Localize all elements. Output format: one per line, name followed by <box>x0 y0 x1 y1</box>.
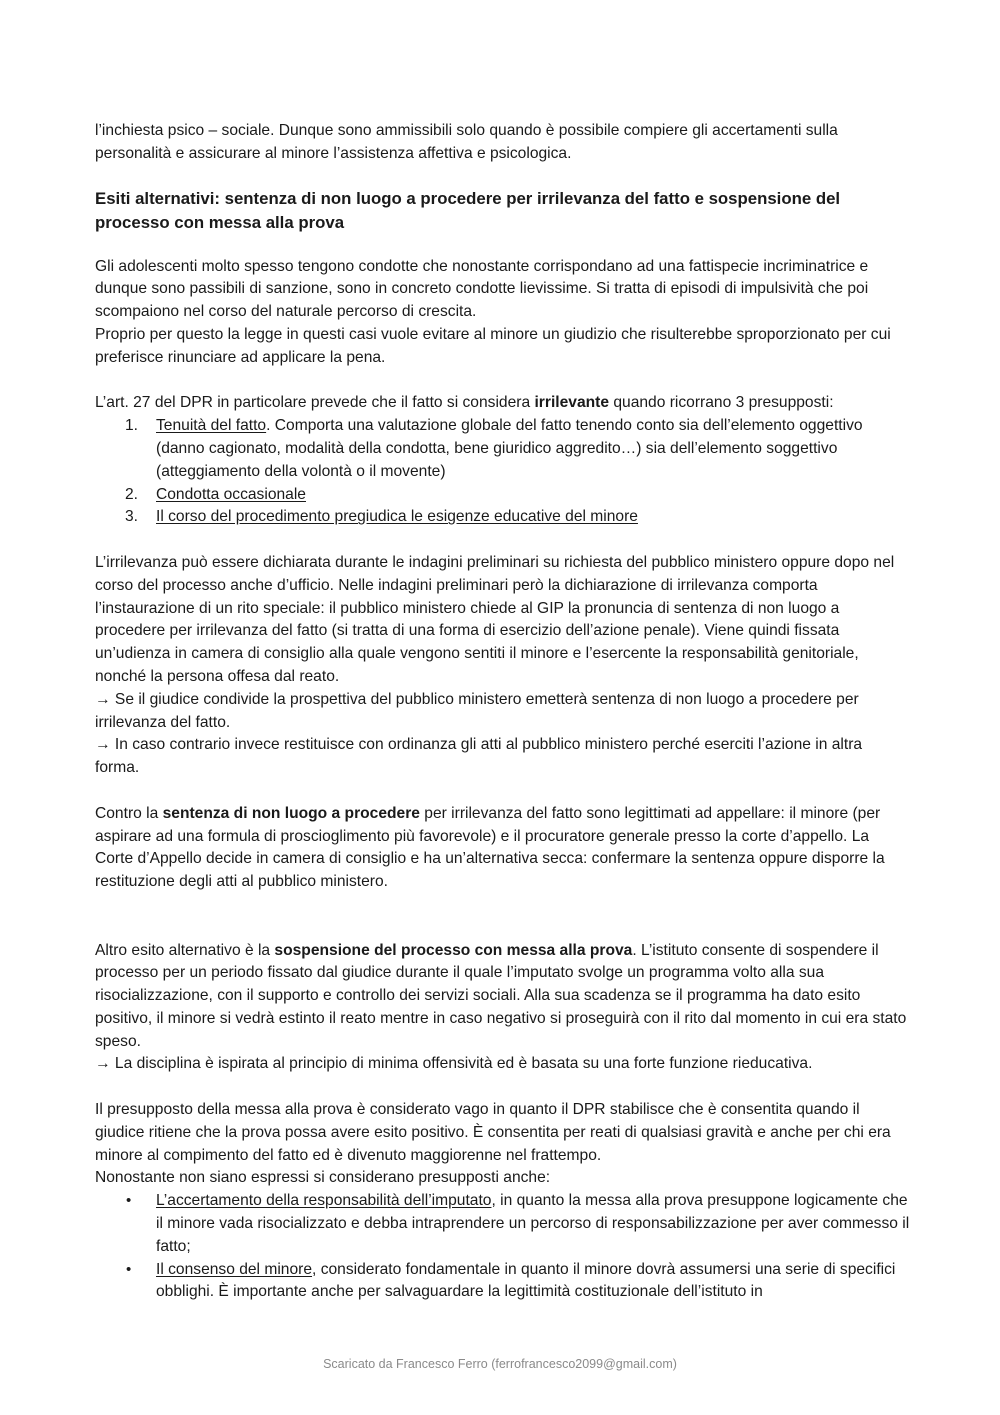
paragraph-text: Nonostante non siano espressi si considerano presupposti anche: <box>95 1169 551 1187</box>
presupposti-list <box>95 415 910 529</box>
underlined-term: L’accertamento della responsabilità dell’imputato <box>156 1192 492 1210</box>
list-item <box>95 1190 910 1258</box>
underlined-term: Tenuità del fatto <box>156 417 267 435</box>
list-item <box>95 506 910 529</box>
presupposti-impliciti-list <box>95 1190 910 1304</box>
spacer <box>95 1076 910 1099</box>
spacer <box>95 529 910 552</box>
section-heading: Esiti alternativi: sentenza di non luogo a procedere per irrilevanza del fatto e sospensione del processo con messa alla prova <box>95 188 841 232</box>
bold-term: sospensione del processo con messa alla prova <box>274 941 633 959</box>
list-item-text: , considerato fondamentale in quanto il minore dovrà assumersi una serie di specifici obblighi. È importante anche per salvaguardare la legittimità costituzionale dell’istituto in <box>156 1260 896 1301</box>
spacer <box>95 370 910 393</box>
paragraph-irrilevanza <box>95 552 910 780</box>
bold-term: sentenza di non luogo a procedere <box>162 804 420 822</box>
paragraph-text: Proprio per questo la legge in questi casi vuole evitare al minore un giudizio che risulterebbe sproporzionato per cui preferisce rinunciare ad applicare la pena. <box>95 325 891 366</box>
underlined-term: Condotta occasionale <box>156 485 306 503</box>
list-item <box>95 1259 910 1305</box>
paragraph-text: L’art. 27 del DPR in particolare prevede che il fatto si considera <box>95 394 535 412</box>
spacer <box>95 894 910 940</box>
bullet-icon: • <box>126 1192 132 1210</box>
paragraph-presupposto <box>95 1099 910 1190</box>
paragraph-text: L’irrilevanza può essere dichiarata durante le indagini preliminari su richiesta del pubblico ministero oppure dopo nel corso del processo anche d’ufficio. Nelle indagini preliminari però la dichiarazione di irrilevanza comporta l’instaurazione di un rito speciale: il pubblico ministero chiede al GIP la pronuncia di sentenza di non luogo a procedere per irrilevanza del fatto (si tratta di una forma di esercizio dell’azione penale). Viene quindi fissata un’udienza in camera di consiglio alla quale vengono sentiti il minore e l’esercente la responsabilità genitoriale, nonché la persona offesa dal reato. <box>95 553 895 685</box>
paragraph-text: Altro esito alternativo è la <box>95 941 275 959</box>
paragraph-text: Il presupposto della messa alla prova è considerato vago in quanto il DPR stabilisce che è consentita quando il giudice ritiene che la prova possa avere esito positivo. È consentita per reati di qualsiasi gravità e anche per chi era minore al compimento del fatto ed è divenuto maggiorenne nel frattempo. <box>95 1101 891 1164</box>
paragraph-appello <box>95 803 910 894</box>
arrow-point: → Se il giudice condivide la prospettiva del pubblico ministero emetterà sentenza di non luogo a procedere per irrilevanza del fatto. <box>95 690 859 731</box>
paragraph-text: Contro la <box>95 804 163 822</box>
paragraph-art27 <box>95 392 910 415</box>
list-number: 3. <box>125 508 139 526</box>
list-number: 1. <box>125 417 139 435</box>
underlined-term: Il corso del procedimento pregiudica le esigenze educative del minore <box>156 508 638 526</box>
underlined-term: Il consenso del minore <box>156 1260 313 1278</box>
paragraph-text: quando ricorrano 3 presupposti: <box>609 394 834 412</box>
list-number: 2. <box>125 485 139 503</box>
spacer <box>95 166 910 187</box>
document-body <box>95 120 910 1304</box>
intro-paragraph: l’inchiesta psico – sociale. Dunque sono ammissibili solo quando è possibile compiere gli accertamenti sulla personalità e assicurare al minore l’assistenza affettiva e psicologica. <box>95 122 838 162</box>
paragraph-messa-alla-prova <box>95 940 910 1077</box>
arrow-point: → In caso contrario invece restituisce con ordinanza gli atti al pubblico ministero perché eserciti l’azione in altra forma. <box>95 736 863 777</box>
list-item <box>95 415 910 483</box>
bullet-icon: • <box>126 1260 132 1278</box>
arrow-point: → La disciplina è ispirata al principio di minima offensività ed è basata su una forte funzione rieducativa. <box>95 1055 813 1073</box>
paragraph-text: Gli adolescenti molto spesso tengono condotte che nonostante corrispondano ad una fattispecie incriminatrice e dunque sono passibili di sanzione, sono in concreto condotte lievissime. Si tratta di episodi di impulsività che poi scompaiono nel corso del naturale percorso di crescita. <box>95 257 869 321</box>
download-footer: Scaricato da Francesco Ferro (ferrofrancesco2099@gmail.com) <box>323 1357 677 1371</box>
paragraph-adolescenti <box>95 256 910 370</box>
list-item-text: , in quanto la messa alla prova presuppone logicamente che il minore vada risocializzato e debba intraprendere un percorso di responsabilizzazione per aver commesso il fatto; <box>156 1192 910 1255</box>
list-item-text: . Comporta una valutazione globale del fatto tenendo conto sia dell’elemento oggettivo (danno cagionato, modalità della condotta, bene giuridico aggredito…) sia dell’elemento soggettivo (atteggiamento della volontà o il movente) <box>156 417 863 480</box>
paragraph-text: per irrilevanza del fatto sono legittimati ad appellare: il minore (per aspirare ad una formula di proscioglimento più favorevole) e il procuratore generale presso la corte d’appello. La Corte d’Appello decide in camera di consiglio e ha un’alternativa secca: confermare la sentenza oppure disporre la restituzione degli atti al pubblico ministero. <box>95 804 885 891</box>
list-item <box>95 484 910 507</box>
paragraph-text: . L’istituto consente di sospendere il processo per un periodo fissato dal giudice durante il quale l’imputato svolge un programma volto alla sua risocializzazione, con il supporto e controllo dei servizi sociali. Alla sua scadenza se il programma ha dato esito positivo, il minore si vedrà estinto il reato mentre in caso negativo si proseguirà con il rito dal momento in cui era stato speso. <box>95 941 907 1050</box>
bold-term: irrilevante <box>534 394 610 412</box>
spacer <box>95 780 910 803</box>
spacer <box>95 235 910 256</box>
